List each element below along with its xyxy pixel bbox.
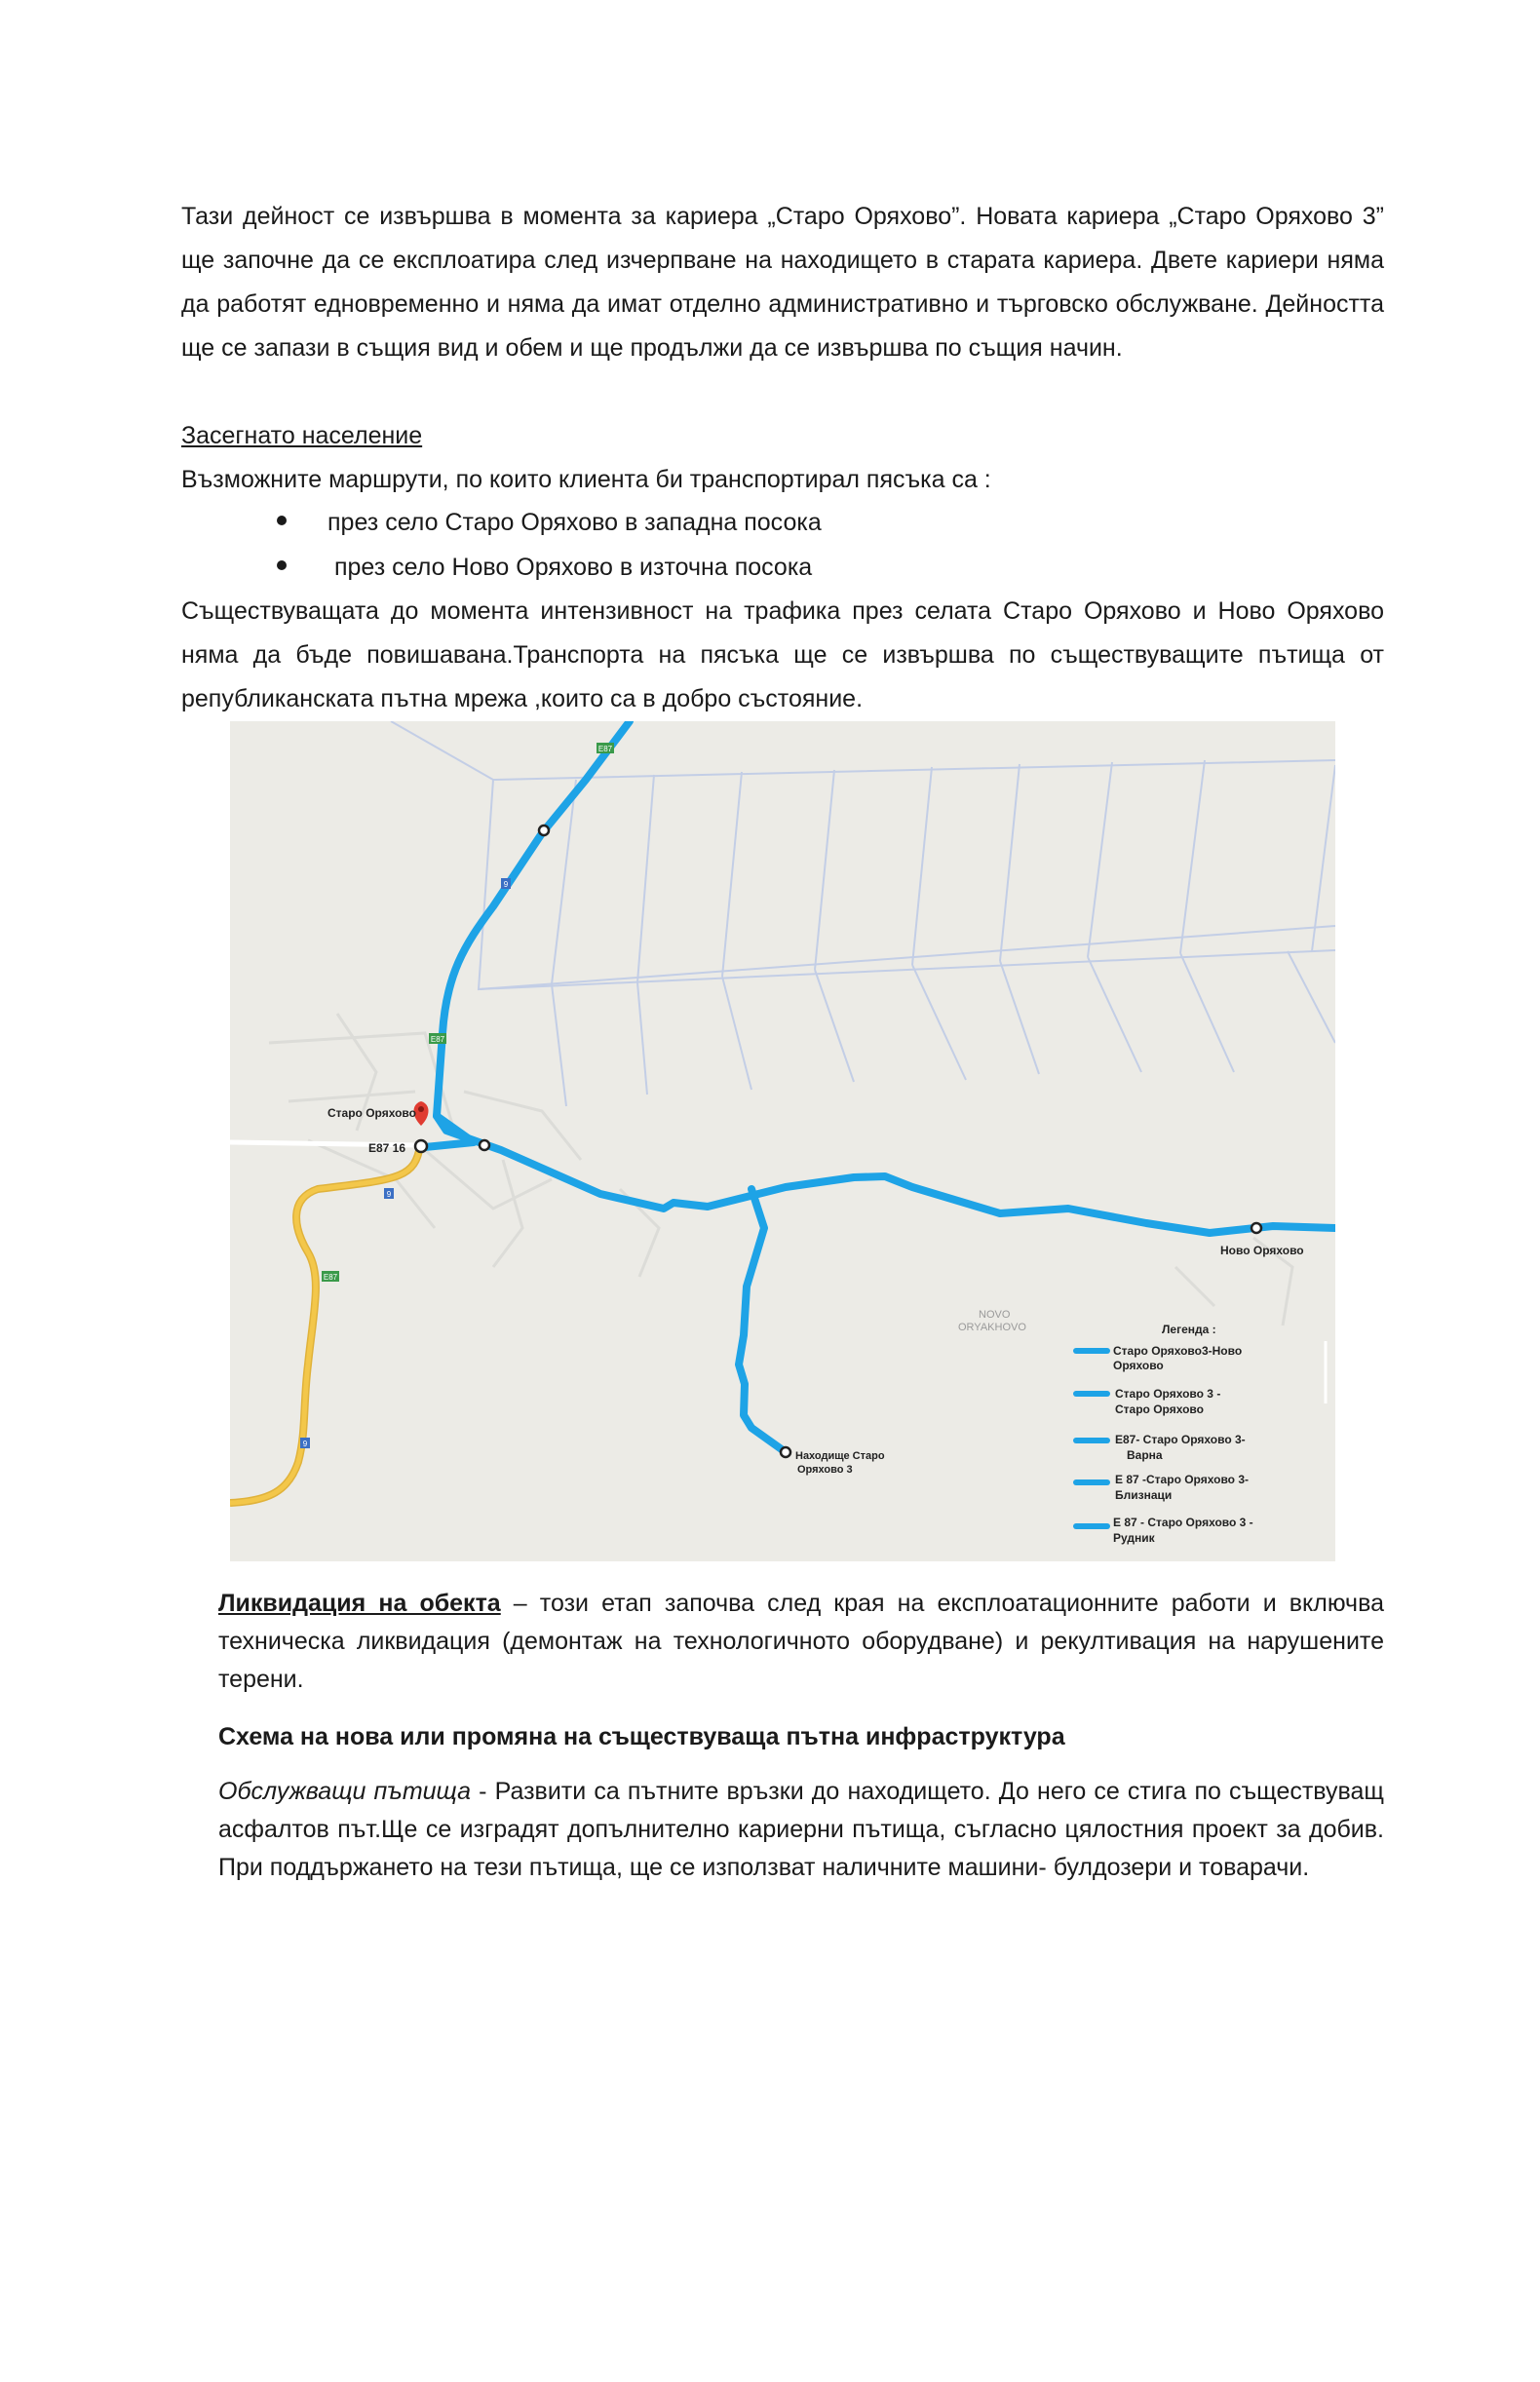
legend-item-4-line2: Близнаци [1115, 1488, 1173, 1502]
legend-item-5-line2: Рудник [1113, 1531, 1155, 1545]
label-e87-16: Е87 16 [368, 1141, 406, 1155]
shield-9-north: 9 [503, 880, 509, 889]
bullet-item-west [277, 501, 822, 545]
bullet-text: през село Ново Оряхово в източна посока [327, 554, 813, 581]
liquidation-lead: Ликвидация на обекта [218, 1590, 501, 1617]
shield-9-south: 9 [302, 1440, 308, 1448]
bullet-dot-icon [277, 560, 287, 570]
legend-item-1-line1: Старо Оряхово3-Ново [1113, 1344, 1243, 1358]
heading-road-scheme: Схема на нова или промяна на съществуваща пътна инфраструктура [218, 1723, 1065, 1750]
label-novo-oryahovo: Ново Оряхово [1220, 1244, 1304, 1257]
legend-item-5-line1: Е 87 - Старо Оряхово 3 - [1113, 1516, 1253, 1529]
bullet-text: през село Старо Оряхово в западна посока [327, 509, 822, 536]
legend-item-2-line2: Старо Оряхово [1115, 1402, 1204, 1416]
label-staro-oryahovo: Старо Оряхово [327, 1106, 416, 1120]
shield-e87-mid: E87 [430, 1035, 445, 1044]
legend-item-1-line2: Оряхово [1113, 1359, 1164, 1372]
route-map [230, 721, 1335, 1561]
route-map-svg [230, 721, 1335, 1561]
label-novo-latin: NOVO [979, 1309, 1011, 1321]
paragraph-traffic: Съществуващата до момента интензивност на трафика през селата Старо Оряхово и Ново Оряхово няма да бъде повишавана.Транспорта на пясъка ще се извършва по съществуващите пътища от републиканската пътна мрежа ,които са в добро състояние. [181, 597, 1384, 712]
service-roads-text: - Развити са пътните връзки до находището. До него се стига по съществуващ асфалтов път.Ще се изградят допълнително кариерни пътища, съгласно цялостния проект за добив. При поддържането на тези пътища, ще се използват наличните машини- булдозери и товарачи. [218, 1778, 1385, 1881]
bullet-dot-icon [277, 516, 287, 525]
legend-title: Легенда : [1162, 1323, 1216, 1336]
label-oryakhovo-latin: ORYAKHOVO [958, 1322, 1026, 1333]
service-roads-lead: Обслужващи пътища [218, 1778, 472, 1805]
heading-affected-population: Засегнато население [181, 422, 423, 449]
paragraph-current-activity: Тази дейност се извършва в момента за кариера „Старо Оряхово”. Новата кариера „Старо Оряхово 3” ще започне да се експлоатира след изчерпване на находището в старата кариера. Двете кариери няма да работят едновременно и няма да имат отделно административно и търговско обслужване. Дейността ще се запази в същия вид и обем и ще продължи да се извършва по същия начин. [181, 203, 1384, 362]
paragraph-liquidation [218, 1585, 1384, 1699]
liquidation-text: – този етап започва след края на експлоатационните работи и включва техническа ликвидация (демонтаж на технологичното оборудване) и рекултивация на нарушените терени. [218, 1590, 1384, 1693]
shield-9-west: 9 [386, 1190, 392, 1199]
paragraph-routes-intro: Възможните маршрути, по които клиента би транспортирал пясъка са : [181, 466, 991, 493]
legend-item-2-line1: Старо Оряхово 3 - [1115, 1387, 1221, 1401]
label-deposit-line1: Находище Старо [795, 1450, 885, 1462]
map-legend [1068, 1323, 1331, 1556]
shield-e87-south: E87 [323, 1273, 338, 1282]
legend-item-3-line2: Варна [1127, 1448, 1163, 1462]
bullet-item-east [277, 546, 812, 590]
paragraph-service-roads [218, 1773, 1384, 1887]
legend-item-4-line1: Е 87 -Старо Оряхово 3- [1115, 1473, 1249, 1486]
label-deposit-line2: Оряхово 3 [797, 1464, 853, 1476]
shield-e87-top: E87 [597, 745, 613, 753]
legend-item-3-line1: Е87- Старо Оряхово 3- [1115, 1433, 1246, 1446]
